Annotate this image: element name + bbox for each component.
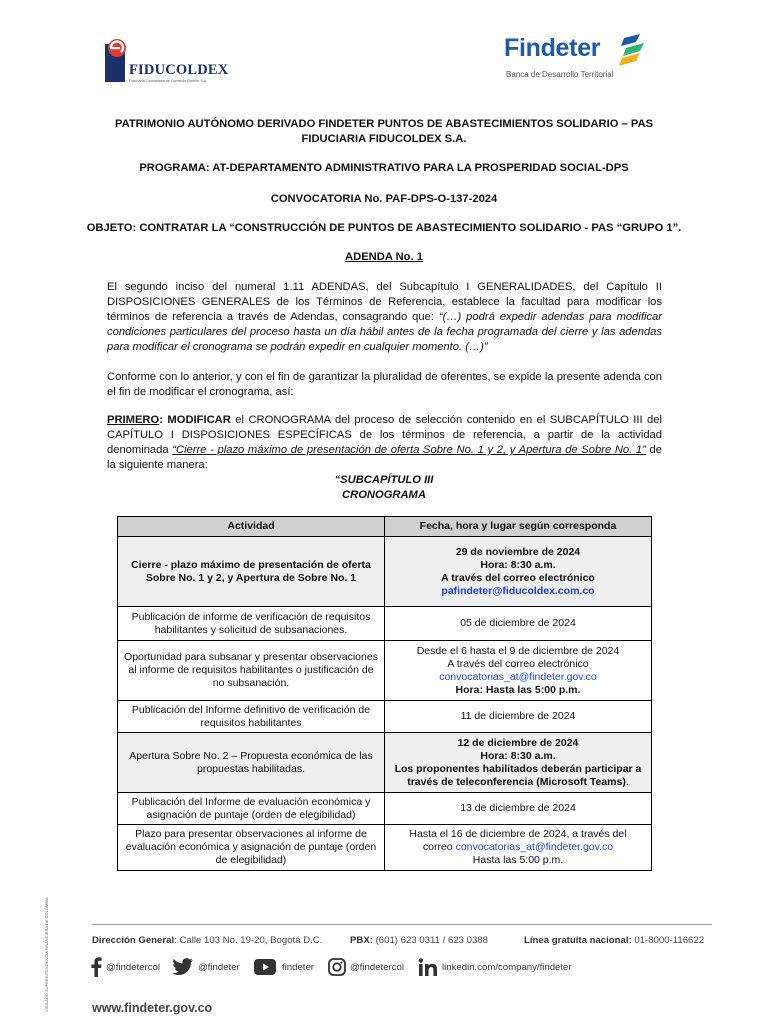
findeter-logo: [504, 32, 649, 82]
youtube-handle: findeter: [282, 961, 314, 973]
youtube-icon: [254, 959, 276, 975]
hour-text: Hora: 8:30 a.m.: [480, 558, 556, 571]
date-text: 29 de noviembre de 2024: [455, 545, 581, 558]
activity-cell: Publicación del Informe definitivo de verificación de requisitos habilitantes: [118, 701, 385, 733]
date-cell: 11 de diciembre de 2024: [385, 701, 652, 733]
vigilado-text: VIGILADO SUPERINTENDENCIA FINANCIERA DE COLOMBIA: [44, 897, 49, 1012]
social-linkedin[interactable]: [418, 957, 572, 977]
subcapitulo-heading: [90, 473, 678, 487]
social-instagram[interactable]: [328, 957, 404, 977]
cronograma-table: [117, 516, 652, 871]
fiducoldex-name: FIDUCOLDEX: [129, 62, 229, 78]
hotline-text: 01-8000-116622: [631, 935, 705, 946]
activity-cell: Cierre - plazo máximo de presentación de oferta Sobre No. 1 y 2, y Apertura de Sobre No. 1: [118, 537, 385, 607]
primero-tail: de la siguiente manera:: [107, 444, 662, 471]
table-row: [118, 825, 652, 871]
subcapitulo-line: “SUBCAPÍTULO III: [334, 474, 434, 486]
email-link[interactable]: convocatorias_at@findeter.gov.co: [439, 670, 597, 683]
social-youtube[interactable]: [254, 957, 314, 977]
activity-cell: Oportunidad para subsanar y presentar observaciones al informe de requisitos habilitantes o justificación de no subsanación.: [118, 641, 385, 701]
social-facebook[interactable]: [90, 957, 160, 977]
activity-cell: Plazo para presentar observaciones al informe de evaluación económica y asignación de puntaje (orden de elegibilidad): [118, 825, 385, 871]
via-text: A través del correo electrónico: [441, 571, 595, 584]
programa-heading: PROGRAMA: AT-DEPARTAMENTO ADMINISTRATIVO PARA LA PROSPERIDAD SOCIAL-DPS: [139, 162, 629, 174]
adenda-heading: [90, 250, 678, 264]
twitter-handle: @findeter: [198, 961, 240, 973]
pbx-text: (601) 623 0311 / 623 0388: [372, 935, 488, 946]
via-text: A través del correo electrónico: [447, 657, 589, 670]
date-cell: [385, 641, 652, 701]
facebook-handle: @findetercol: [106, 961, 161, 973]
paragraph-intro: [107, 280, 662, 355]
adenda-number: ADENDA No. 1: [345, 251, 423, 263]
column-header-fecha: Fecha, hora y lugar según corresponda: [385, 517, 652, 537]
paragraph-primero: [107, 413, 662, 473]
note-period: .: [625, 775, 629, 788]
hotline-label: Línea gratuita nacional:: [524, 935, 632, 946]
modificar-label: : MODIFICAR: [159, 414, 231, 426]
table-row: [118, 701, 652, 733]
activity-cell: Apertura Sobre No. 2 – Propuesta económica de las propuestas habilitadas.: [118, 733, 385, 793]
cronograma-heading: [90, 488, 678, 502]
table-header-row: [118, 517, 652, 537]
activity-cell: Publicación del Informe de evaluación económica y asignación de puntaje (orden de elegibilidad): [118, 793, 385, 825]
address-label: Dirección General: [92, 935, 175, 946]
teams-note: Los proponentes habilitados deberán participar a través de teleconferencia (Microsoft Teams): [394, 762, 642, 788]
objeto-heading: OBJETO: CONTRATAR LA “CONSTRUCCIÓN DE PUNTOS DE ABASTECIMIENTO SOLIDARIO - PAS “GRUPO 1”.: [86, 222, 682, 234]
date-cell: [385, 825, 652, 871]
footer-hotline: [524, 935, 704, 946]
table-row: [118, 641, 652, 701]
convocatoria-heading: CONVOCATORIA No. PAF-DPS-O-137-2024: [270, 193, 498, 205]
email-link[interactable]: pafindeter@fiducoldex.com.co: [441, 584, 595, 597]
paragraph-justification: Conforme con lo anterior, y con el fin de garantizar la pluralidad de oferentes, se expide la presente adenda con el fin de modificar el cronograma, así:: [107, 371, 662, 398]
date-text: 12 de diciembre de 2024: [457, 736, 579, 749]
activity-cell: Publicación de informe de verificación de requisitos habilitantes y solicitud de subsanaciones.: [118, 607, 385, 641]
facebook-icon: [90, 957, 102, 977]
pbx-label: PBX:: [350, 935, 373, 946]
date-cell: [385, 733, 652, 793]
primero-label: PRIMERO: [107, 414, 160, 426]
findeter-stripes-icon: [618, 34, 648, 70]
vigilado-stamp: [44, 897, 58, 1012]
footer-pbx: [350, 935, 488, 946]
title-line-1: PATRIMONIO AUTÓNOMO DERIVADO FINDETER PUNTOS DE ABASTECIMIENTOS SOLIDARIO – PAS: [114, 118, 654, 130]
paragraph-intro-quote: “(…) podrá expedir adendas para modificar condiciones particulares del proceso hasta un día hábil antes de la fecha programada del cierre y las adendas para modificar el cronograma se podrán expedir en cualquier momento. (…)”: [107, 311, 662, 353]
date-cell: [385, 537, 652, 607]
paragraph-intro-text: El segundo inciso del numeral 1.11 ADENDAS, del Subcapítulo I GENERALIDADES, del Capítulo II DISPOSICIONES GENERALES de los Términos de Referencia, establece la facultad para modificar los términos de referencia a través de Adendas, consagrando que:: [107, 281, 662, 323]
column-header-actividad: Actividad: [118, 517, 385, 537]
via-text: [391, 841, 645, 854]
footer-divider: [92, 924, 712, 925]
instagram-handle: @findetercol: [350, 961, 405, 973]
footer-address: [92, 935, 322, 946]
date-cell: 05 de diciembre de 2024: [385, 607, 652, 641]
cronograma-line: CRONOGRAMA: [342, 489, 426, 501]
linkedin-icon: [418, 958, 438, 976]
date-cell: 13 de diciembre de 2024: [385, 793, 652, 825]
title-line-2: FIDUCIARIA FIDUCOLDEX S.A.: [301, 133, 467, 145]
findeter-subtitle: Banca de Desarrollo Territorial: [506, 70, 614, 79]
table-row: [118, 607, 652, 641]
instagram-icon: [328, 958, 346, 976]
table-row: [118, 733, 652, 793]
correo-label: correo: [422, 841, 456, 853]
hour-text: Hasta las 5:00 p.m.: [472, 854, 564, 866]
hour-text: Hora: Hasta las 5:00 p.m.: [455, 683, 581, 696]
fiducoldex-logo: [105, 36, 240, 86]
date-text: Desde el 6 hasta el 9 de diciembre de 2024: [416, 644, 620, 657]
primero-quoted-activity: “Cierre - plazo máximo de presentación de oferta Sobre No. 1 y 2, y Apertura de Sobre No. 1”: [172, 444, 646, 456]
note-text: [391, 763, 645, 789]
website-link[interactable]: www.findeter.gov.co: [92, 1001, 213, 1015]
linkedin-handle: linkedin.com/company/findeter: [442, 961, 572, 973]
date-text: Hasta el 16 de diciembre de 2024, a través del: [409, 828, 627, 840]
hour-text: Hora: 8:30 a.m.: [480, 749, 556, 762]
table-row: [118, 793, 652, 825]
findeter-name: Findeter: [504, 34, 601, 62]
table-row: [118, 537, 652, 607]
fiducoldex-emblem-icon: [105, 36, 129, 82]
primero-text: el CRONOGRAMA del proceso de selección contenido en el SUBCAPÍTULO III del CAPÍTULO I DISPOSICIONES ESPECÍFICAS de los términos de referencia, a partir de la actividad denominada: [107, 414, 662, 456]
fiducoldex-subtitle: Fiduciaria Colombiana de Comercio Exterior S.A.: [129, 79, 208, 83]
email-link[interactable]: convocatorias_at@findeter.gov.co: [455, 841, 614, 853]
twitter-icon: [172, 958, 194, 976]
address-text: : Calle 103 No. 19-20, Bogotá D.C.: [174, 935, 323, 946]
social-twitter[interactable]: [172, 957, 240, 977]
